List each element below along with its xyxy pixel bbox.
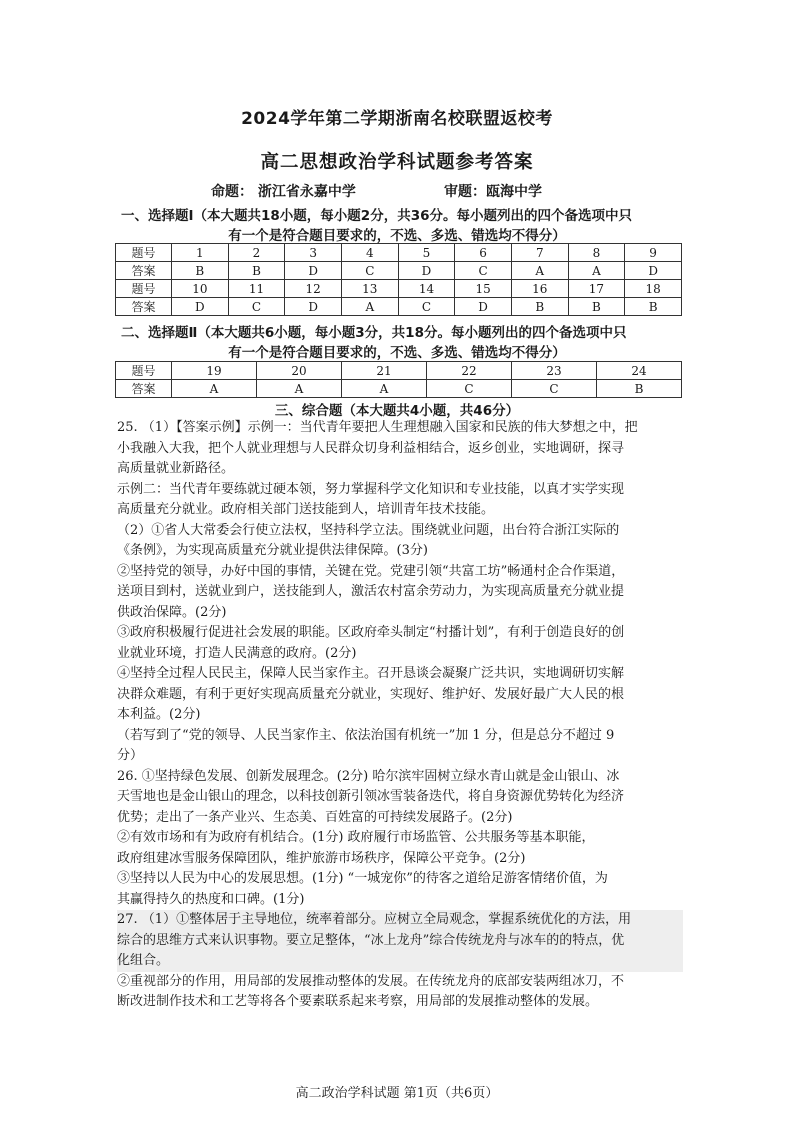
table-cell: 9: [625, 244, 682, 262]
table-cell: 14: [398, 280, 455, 298]
section3-heading: 三、综合题（本大题共4小题，共46分）: [274, 403, 520, 419]
table-cell: 题号: [116, 280, 172, 298]
answer-line: 本利益。(2分): [117, 707, 201, 722]
answer-line: 26. ①坚持绿色发展、创新发展理念。(2分) 哈尔滨牢固树立绿水青山就是金山银山、冰: [117, 768, 620, 784]
table-cell: 7: [511, 244, 568, 262]
highlighted-block: [117, 910, 683, 972]
answer-line: 优势；走出了一条产业兴、生态美、百姓富的可持续发展路子。(2分): [117, 809, 513, 825]
table-cell: 18: [625, 280, 682, 298]
table-cell: 10: [172, 280, 229, 298]
section2-heading-line1: 二、选择题Ⅱ（本大题共6小题，每小题3分，共18分。每小题列出的四个备选项中只: [121, 325, 627, 341]
table-cell: 12: [285, 280, 342, 298]
table-row: [116, 262, 682, 280]
answer-line: ③政府积极履行促进社会发展的职能。区政府牵头制定“村播计划”，有利于创造良好的创: [117, 625, 625, 640]
section1-answer-table: [115, 243, 682, 316]
answer-line: 政府组建冰雪服务保障团队，维护旅游市场秩序，保障公平竞争。(2分): [117, 850, 526, 866]
answer-line: ②坚持党的领导，办好中国的事情，关键在党。党建引领“共富工坊”畅通村企合作渠道，: [117, 563, 625, 579]
table-cell: 13: [341, 280, 398, 298]
table-cell: 15: [455, 280, 512, 298]
answer-line: 业就业环境，打造人民满意的政府。(2分): [117, 645, 357, 661]
answer-line: 《条例》，为实现高质量充分就业提供法律保障。(3分): [117, 543, 428, 558]
reviewer-label: 审题：瓯海中学: [444, 184, 542, 200]
table-cell: 1: [172, 244, 229, 262]
table-cell: C: [228, 298, 285, 316]
table-cell: 17: [568, 280, 625, 298]
answer-line: 小我融入大我，把个人就业理想与人民群众切身利益相结合，返乡创业，实地调研，探寻: [117, 440, 625, 456]
answer-line: ②有效市场和有为政府有机结合。(1分) 政府履行市场监管、公共服务等基本职能，: [117, 830, 595, 845]
answer-line: 25. （1）【答案示例】示例一：当代青年要把人生理想融入国家和民族的伟大梦想之中，把: [117, 420, 638, 435]
table-row: [116, 298, 682, 316]
answer-line: ③坚持以人民为中心的发展思想。(1分) “一城宠你”的待客之道给足游客情绪价值，为: [117, 871, 608, 886]
table-row: [116, 244, 682, 262]
answer-line: ②重视部分的作用，用局部的发展推动整体的发展。在传统龙舟的底部安装两组冰刀，不: [117, 973, 625, 989]
table-cell: 19: [172, 362, 257, 380]
table-row: [116, 362, 682, 380]
table-cell: 题号: [116, 362, 172, 380]
table-cell: 5: [398, 244, 455, 262]
answer-line: 高质量充分就业。政府相关部门送技能到人，培训青年技术技能。: [117, 502, 495, 517]
subject-title: 高二思想政治学科试题参考答案: [260, 152, 534, 173]
table-cell: A: [341, 298, 398, 316]
table-cell: A: [342, 380, 427, 398]
answer-line: 高质量就业新路径。: [117, 461, 235, 476]
answer-line: 送项目到村，送就业到户，送技能到人，激活农村富余劳动力，为实现高质量充分就业提: [117, 584, 625, 599]
table-cell: A: [257, 380, 342, 398]
setter-label: 命题： 浙江省永嘉中学: [211, 184, 356, 200]
table-cell: 11: [228, 280, 285, 298]
table-cell: 16: [511, 280, 568, 298]
table-cell: B: [625, 298, 682, 316]
table-cell: D: [285, 262, 342, 280]
answer-line: 断改进制作技术和工艺等将各个要素联系起来考察，用局部的发展推动整体的发展。: [117, 994, 599, 1009]
table-cell: 答案: [116, 262, 172, 280]
table-cell: 21: [342, 362, 427, 380]
table-cell: 2: [228, 244, 285, 262]
table-cell: D: [172, 298, 229, 316]
table-cell: B: [172, 262, 229, 280]
table-cell: 23: [512, 362, 597, 380]
answer-line: 决群众难题，有利于更好实现高质量充分就业，实现好、维护好、发展好最广大人民的根: [117, 686, 625, 702]
table-cell: B: [228, 262, 285, 280]
section1-heading-line2: 有一个是符合题目要求的，不选、多选、错选均不得分）: [228, 228, 566, 244]
table-cell: B: [597, 380, 682, 398]
table-cell: 答案: [116, 380, 172, 398]
table-cell: C: [512, 380, 597, 398]
table-cell: C: [455, 262, 512, 280]
table-cell: 题号: [116, 244, 172, 262]
table-cell: 22: [427, 362, 512, 380]
table-cell: 24: [597, 362, 682, 380]
answer-line: 27. （1）①整体居于主导地位，统率着部分。应树立全局观念，掌握系统优化的方法，用: [117, 912, 632, 927]
section2-heading-line2: 有一个是符合题目要求的，不选、多选、错选均不得分）: [228, 345, 566, 361]
table-row: [116, 380, 682, 398]
table-cell: 4: [341, 244, 398, 262]
table-cell: C: [427, 380, 512, 398]
table-cell: B: [511, 298, 568, 316]
table-cell: A: [568, 262, 625, 280]
answer-line: 示例二：当代青年要练就过硬本领，努力掌握科学文化知识和专业技能，以真才实学实现: [117, 481, 625, 497]
page-footer: 高二政治学科试题 第1页（共6页）: [295, 1086, 499, 1101]
answer-line: 化组合。: [117, 953, 170, 968]
answer-line: （若写到了“党的领导、人民当家作主、依法治国有机统一”加 1 分，但是总分不超过 9: [117, 727, 615, 743]
table-cell: D: [455, 298, 512, 316]
table-cell: B: [568, 298, 625, 316]
answer-line: 供政治保障。(2分): [117, 604, 227, 620]
section1-heading-line1: 一、选择题Ⅰ（本大题共18小题，每小题2分，共36分。每小题列出的四个备选项中只: [121, 208, 632, 224]
table-cell: D: [285, 298, 342, 316]
answer-line: 天雪地也是金山银山的理念，以科技创新引领冰雪装备迭代，将自身资源优势转化为经济: [117, 789, 625, 804]
table-cell: 答案: [116, 298, 172, 316]
answer-line: （2）①省人大常委会行使立法权，坚持科学立法。围绕就业问题，出台符合浙江实际的: [117, 522, 620, 538]
table-row: [116, 280, 682, 298]
answer-line: 分）: [117, 748, 144, 763]
table-cell: D: [625, 262, 682, 280]
answer-line: 综合的思维方式来认识事物。要立足整体，“冰上龙舟”综合传统龙舟与冰车的的特点，优: [117, 932, 625, 948]
table-cell: 20: [257, 362, 342, 380]
table-cell: A: [172, 380, 257, 398]
table-cell: C: [398, 298, 455, 316]
table-cell: 6: [455, 244, 512, 262]
table-cell: D: [398, 262, 455, 280]
table-cell: A: [511, 262, 568, 280]
table-cell: 8: [568, 244, 625, 262]
exam-title: 2024学年第二学期浙南名校联盟返校考: [241, 109, 553, 129]
answer-line: ④坚持全过程人民民主，保障人民当家作主。召开恳谈会凝聚广泛共识，实地调研切实解: [117, 666, 625, 681]
answer-line: 其赢得持久的热度和口碑。(1分): [117, 891, 305, 907]
section2-answer-table: [115, 361, 682, 398]
table-cell: 3: [285, 244, 342, 262]
section3-body: [117, 418, 683, 1013]
table-cell: C: [341, 262, 398, 280]
